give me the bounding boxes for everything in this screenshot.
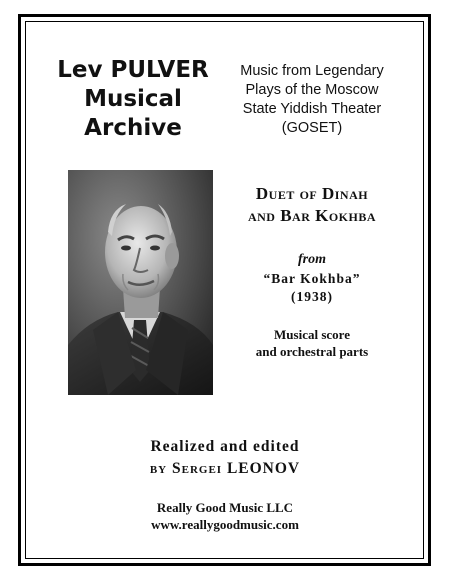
publisher-website: www.reallygoodmusic.com xyxy=(151,517,299,532)
archive-title-line-2: Musical xyxy=(84,86,182,112)
piece-title-line-1: Duet of Dinah xyxy=(255,184,369,203)
subtitle-line-4: (GOSET) xyxy=(281,120,343,136)
score-description-line-2: and orchestral parts xyxy=(255,344,369,359)
piece-title-line-2: and Bar Kokhba xyxy=(247,206,377,225)
source-play-title: “Bar Kokhba” xyxy=(263,271,361,286)
portrait-photo-icon xyxy=(68,170,213,395)
archive-subtitle xyxy=(222,62,402,138)
source-play-year: (1938) xyxy=(291,289,333,304)
portrait-photo xyxy=(68,170,213,395)
score-description xyxy=(222,326,402,360)
from-label: from xyxy=(298,252,326,267)
archive-title-line-3: Archive xyxy=(84,115,182,141)
archive-title-line-1: Lev PULVER xyxy=(57,57,209,83)
subtitle-line-3: State Yiddish Theater xyxy=(242,101,382,117)
subtitle-line-2: Plays of the Moscow xyxy=(245,82,379,98)
subtitle-line-1: Music from Legendary xyxy=(240,63,384,79)
editor-credit: Realized and edited xyxy=(150,438,300,455)
archive-title xyxy=(48,56,218,143)
editor-last-name: LEONOV xyxy=(226,460,301,477)
editor-by: by xyxy=(149,460,168,477)
editor-name-line xyxy=(40,460,410,478)
editor-first-name: Sergei xyxy=(172,460,223,477)
source-play xyxy=(222,270,402,306)
publisher-name: Really Good Music LLC xyxy=(156,500,294,515)
piece-title xyxy=(222,183,402,227)
score-description-line-1: Musical score xyxy=(274,327,350,342)
